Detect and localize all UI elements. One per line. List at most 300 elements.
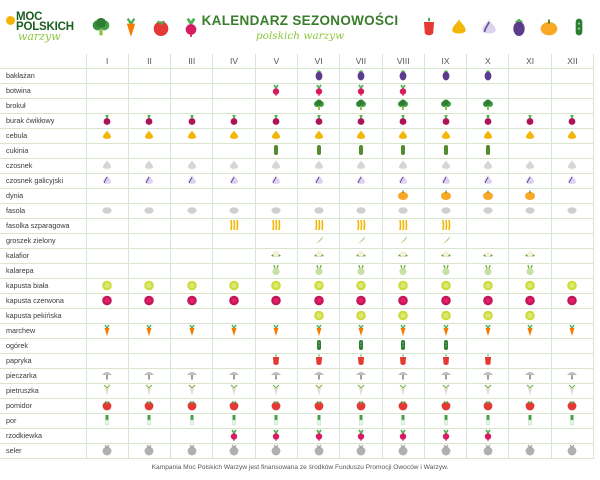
table-row <box>0 278 594 293</box>
parsley-icon <box>228 384 240 396</box>
yellowbeans-icon <box>397 219 409 231</box>
cucumber-icon <box>313 339 325 351</box>
month-cell <box>340 68 382 83</box>
beet-icon <box>482 114 494 126</box>
header-icons-right <box>418 14 590 40</box>
month-cell <box>382 263 424 278</box>
footer-note: Kampania Moc Polskich Warzyw jest finansowana ze środków Funduszu Promocji Owoców i Warzyw. <box>151 464 449 471</box>
cabbage-icon <box>355 279 367 291</box>
kohlrabi-icon <box>482 264 494 276</box>
month-cell <box>424 248 466 263</box>
pumpkin-icon <box>538 16 560 38</box>
bean-icon <box>228 204 240 216</box>
month-cell <box>467 353 509 368</box>
table-row <box>0 188 594 203</box>
table-row <box>0 338 594 353</box>
leek-icon <box>524 414 536 426</box>
month-cell <box>340 443 382 458</box>
month-cell <box>86 263 128 278</box>
month-cell <box>171 188 213 203</box>
logo <box>6 12 92 48</box>
seasonality-table <box>0 54 594 459</box>
beet-icon <box>313 114 325 126</box>
month-cell <box>86 278 128 293</box>
onion-icon <box>524 129 536 141</box>
carrot-icon <box>120 16 142 38</box>
month-cell <box>255 338 297 353</box>
month-header-IV: IV <box>213 54 255 68</box>
month-cell <box>213 413 255 428</box>
month-cell <box>509 188 551 203</box>
month-cell <box>171 353 213 368</box>
vegetable-name: kapusta pekińska <box>0 308 86 323</box>
celery-icon <box>566 444 578 456</box>
month-cell <box>297 398 339 413</box>
onion-icon <box>313 129 325 141</box>
month-header-row <box>0 54 594 68</box>
month-cell <box>551 128 593 143</box>
cabbage-icon <box>397 279 409 291</box>
cabbage-icon <box>440 279 452 291</box>
month-cell <box>340 323 382 338</box>
vegetable-name: dynia <box>0 188 86 203</box>
month-cell <box>128 308 170 323</box>
carrot-icon <box>524 324 536 336</box>
header-icons-left <box>90 14 202 40</box>
month-cell <box>86 338 128 353</box>
month-cell <box>467 278 509 293</box>
logo-line3: warzyw <box>18 30 61 43</box>
yellowbeans-icon <box>270 219 282 231</box>
month-cell <box>467 308 509 323</box>
vegetable-name: rzodkiewka <box>0 428 86 443</box>
onion-icon <box>397 129 409 141</box>
month-cell <box>340 113 382 128</box>
month-cell <box>382 383 424 398</box>
table-row <box>0 263 594 278</box>
yellowbeans-icon <box>440 219 452 231</box>
vegetable-name: pieczarka <box>0 368 86 383</box>
month-cell <box>424 128 466 143</box>
celery-icon <box>186 444 198 456</box>
purplegarlic-icon <box>313 174 325 186</box>
table-row <box>0 443 594 458</box>
month-cell <box>467 248 509 263</box>
month-cell <box>424 203 466 218</box>
beet-icon <box>355 114 367 126</box>
cucumber-icon <box>397 339 409 351</box>
bean-icon <box>482 204 494 216</box>
cauliflower-icon <box>397 249 409 261</box>
tomato-icon <box>524 399 536 411</box>
eggplant-icon <box>508 16 530 38</box>
month-cell <box>509 353 551 368</box>
celery-icon <box>440 444 452 456</box>
leek-icon <box>143 414 155 426</box>
carrot-icon <box>270 324 282 336</box>
month-cell <box>340 128 382 143</box>
month-cell <box>467 368 509 383</box>
month-cell <box>171 248 213 263</box>
month-cell <box>424 323 466 338</box>
month-cell <box>86 443 128 458</box>
month-cell <box>382 158 424 173</box>
month-cell <box>86 308 128 323</box>
month-cell <box>509 83 551 98</box>
tomato-icon <box>566 399 578 411</box>
month-cell <box>551 353 593 368</box>
month-cell <box>297 188 339 203</box>
cabbage-icon <box>101 279 113 291</box>
pumpkin-icon <box>397 189 409 201</box>
table-row <box>0 98 594 113</box>
bean-icon <box>355 204 367 216</box>
bean-icon <box>143 204 155 216</box>
month-cell <box>128 143 170 158</box>
month-cell <box>424 353 466 368</box>
vegetable-name: papryka <box>0 353 86 368</box>
carrot-icon <box>313 324 325 336</box>
leek-icon <box>313 414 325 426</box>
carrot-icon <box>101 324 113 336</box>
month-cell <box>509 248 551 263</box>
pepper-icon <box>397 354 409 366</box>
vegetable-name: kalarepa <box>0 263 86 278</box>
garlic-icon <box>566 159 578 171</box>
month-cell <box>382 308 424 323</box>
month-cell <box>255 413 297 428</box>
month-cell <box>509 398 551 413</box>
month-cell <box>255 143 297 158</box>
month-cell <box>509 323 551 338</box>
month-header-V: V <box>255 54 297 68</box>
month-cell <box>340 293 382 308</box>
month-cell <box>171 98 213 113</box>
zucchini-icon <box>355 144 367 156</box>
month-cell <box>255 308 297 323</box>
vegetable-name: groszek zielony <box>0 233 86 248</box>
radish-icon <box>355 429 367 441</box>
month-cell <box>467 398 509 413</box>
parsley-icon <box>270 384 282 396</box>
purplegarlic-icon <box>440 174 452 186</box>
cauliflower-icon <box>482 249 494 261</box>
month-cell <box>340 248 382 263</box>
garlic-icon <box>478 16 500 38</box>
month-cell <box>382 143 424 158</box>
month-cell <box>424 233 466 248</box>
purplegarlic-icon <box>101 174 113 186</box>
kohlrabi-icon <box>440 264 452 276</box>
month-cell <box>213 263 255 278</box>
celery-icon <box>482 444 494 456</box>
month-cell <box>467 218 509 233</box>
leek-icon <box>270 414 282 426</box>
month-cell <box>551 83 593 98</box>
carrot-icon <box>566 324 578 336</box>
month-cell <box>382 113 424 128</box>
month-cell <box>467 203 509 218</box>
month-cell <box>255 173 297 188</box>
month-cell <box>551 293 593 308</box>
table-row <box>0 428 594 443</box>
month-cell <box>213 368 255 383</box>
carrot-icon <box>440 324 452 336</box>
month-cell <box>551 428 593 443</box>
redcabbage-icon <box>397 294 409 306</box>
celery-icon <box>270 444 282 456</box>
garlic-icon <box>313 159 325 171</box>
month-cell <box>171 338 213 353</box>
month-cell <box>424 263 466 278</box>
mushroom-icon <box>313 369 325 381</box>
vegetable-name: kapusta czerwona <box>0 293 86 308</box>
purplegarlic-icon <box>228 174 240 186</box>
month-cell <box>255 368 297 383</box>
month-cell <box>297 83 339 98</box>
beet-icon <box>566 114 578 126</box>
eggplant-icon <box>440 69 452 81</box>
leek-icon <box>355 414 367 426</box>
month-cell <box>128 368 170 383</box>
month-cell <box>128 248 170 263</box>
month-cell <box>255 428 297 443</box>
month-cell <box>86 248 128 263</box>
month-cell <box>340 143 382 158</box>
month-header-VI: VI <box>297 54 339 68</box>
table-row <box>0 248 594 263</box>
month-cell <box>171 383 213 398</box>
month-cell <box>297 158 339 173</box>
garlic-icon <box>440 159 452 171</box>
garlic-icon <box>228 159 240 171</box>
radish-icon <box>355 84 367 96</box>
month-cell <box>424 308 466 323</box>
month-cell <box>128 263 170 278</box>
month-cell <box>551 323 593 338</box>
month-cell <box>467 188 509 203</box>
carrot-icon <box>482 324 494 336</box>
month-cell <box>340 398 382 413</box>
vegetable-name: fasola <box>0 203 86 218</box>
cabbage-icon <box>313 309 325 321</box>
month-cell <box>382 173 424 188</box>
month-cell <box>551 68 593 83</box>
garlic-icon <box>143 159 155 171</box>
pumpkin-icon <box>482 189 494 201</box>
month-cell <box>86 383 128 398</box>
month-cell <box>297 293 339 308</box>
month-cell <box>213 113 255 128</box>
broccoli-icon <box>397 99 409 111</box>
month-cell <box>86 143 128 158</box>
month-cell <box>297 248 339 263</box>
cauliflower-icon <box>440 249 452 261</box>
month-cell <box>171 128 213 143</box>
month-cell <box>128 323 170 338</box>
month-cell <box>340 308 382 323</box>
carrot-icon <box>228 324 240 336</box>
month-cell <box>255 263 297 278</box>
garlic-icon <box>524 159 536 171</box>
month-cell <box>509 263 551 278</box>
vegetable-name: bakłażan <box>0 68 86 83</box>
tomato-icon <box>270 399 282 411</box>
cauliflower-icon <box>270 249 282 261</box>
month-cell <box>171 173 213 188</box>
month-cell <box>86 368 128 383</box>
month-cell <box>213 308 255 323</box>
broccoli-icon <box>313 99 325 111</box>
sun-icon <box>6 16 15 25</box>
month-cell <box>171 278 213 293</box>
pumpkin-icon <box>524 189 536 201</box>
month-cell <box>382 368 424 383</box>
bean-icon <box>270 204 282 216</box>
month-cell <box>424 428 466 443</box>
beet-icon <box>143 114 155 126</box>
vegetable-name: botwina <box>0 83 86 98</box>
leek-icon <box>186 414 198 426</box>
tomato-icon <box>143 399 155 411</box>
month-cell <box>382 203 424 218</box>
month-cell <box>171 428 213 443</box>
radish-icon <box>440 429 452 441</box>
month-header-III: III <box>171 54 213 68</box>
leek-icon <box>440 414 452 426</box>
eggplant-icon <box>355 69 367 81</box>
month-cell <box>297 428 339 443</box>
month-cell <box>509 203 551 218</box>
month-cell <box>297 218 339 233</box>
month-cell <box>551 443 593 458</box>
month-cell <box>382 83 424 98</box>
vegetable-name: cukinia <box>0 143 86 158</box>
month-cell <box>551 188 593 203</box>
month-cell <box>551 398 593 413</box>
month-cell <box>340 158 382 173</box>
month-cell <box>255 128 297 143</box>
month-cell <box>551 98 593 113</box>
month-cell <box>171 158 213 173</box>
month-cell <box>551 248 593 263</box>
month-cell <box>340 98 382 113</box>
cauliflower-icon <box>355 249 367 261</box>
redcabbage-icon <box>566 294 578 306</box>
month-cell <box>255 353 297 368</box>
eggplant-icon <box>313 69 325 81</box>
month-cell <box>467 443 509 458</box>
month-cell <box>382 248 424 263</box>
mushroom-icon <box>482 369 494 381</box>
redcabbage-icon <box>482 294 494 306</box>
month-cell <box>171 83 213 98</box>
month-cell <box>128 428 170 443</box>
month-cell <box>255 203 297 218</box>
garlic-icon <box>186 159 198 171</box>
month-cell <box>255 293 297 308</box>
month-cell <box>86 128 128 143</box>
month-cell <box>509 308 551 323</box>
month-cell <box>128 293 170 308</box>
radish-icon <box>482 429 494 441</box>
tomato-icon <box>440 399 452 411</box>
month-cell <box>86 293 128 308</box>
cabbage-icon <box>482 309 494 321</box>
month-cell <box>424 398 466 413</box>
month-cell <box>297 203 339 218</box>
month-cell <box>86 203 128 218</box>
redcabbage-icon <box>313 294 325 306</box>
table-row <box>0 383 594 398</box>
month-cell <box>297 323 339 338</box>
month-cell <box>509 173 551 188</box>
month-cell <box>128 338 170 353</box>
month-header-XII: XII <box>551 54 593 68</box>
month-cell <box>213 353 255 368</box>
month-cell <box>255 443 297 458</box>
redcabbage-icon <box>270 294 282 306</box>
celery-icon <box>524 444 536 456</box>
bean-icon <box>440 204 452 216</box>
month-cell <box>467 383 509 398</box>
beet-icon <box>101 114 113 126</box>
month-cell <box>171 233 213 248</box>
cauliflower-icon <box>524 249 536 261</box>
purplegarlic-icon <box>566 174 578 186</box>
month-cell <box>128 218 170 233</box>
yellowbeans-icon <box>228 219 240 231</box>
month-cell <box>86 68 128 83</box>
month-cell <box>128 398 170 413</box>
peapod-icon <box>313 234 325 246</box>
month-cell <box>171 308 213 323</box>
beet-icon <box>524 114 536 126</box>
month-cell <box>255 383 297 398</box>
tomato-icon <box>186 399 198 411</box>
logo-line1: MOC <box>16 11 43 23</box>
redcabbage-icon <box>186 294 198 306</box>
month-cell <box>509 218 551 233</box>
parsley-icon <box>482 384 494 396</box>
month-cell <box>424 443 466 458</box>
month-cell <box>213 338 255 353</box>
purplegarlic-icon <box>270 174 282 186</box>
month-cell <box>340 278 382 293</box>
table-row <box>0 158 594 173</box>
month-cell <box>340 368 382 383</box>
bean-icon <box>313 204 325 216</box>
zucchini-icon <box>313 144 325 156</box>
month-cell <box>551 143 593 158</box>
month-cell <box>128 233 170 248</box>
vegetable-name: marchew <box>0 323 86 338</box>
month-cell <box>171 263 213 278</box>
month-cell <box>213 398 255 413</box>
month-header-X: X <box>467 54 509 68</box>
table-row <box>0 143 594 158</box>
zucchini-icon <box>482 144 494 156</box>
table-row <box>0 233 594 248</box>
cabbage-icon <box>270 279 282 291</box>
table-row <box>0 398 594 413</box>
month-header-VIII: VIII <box>382 54 424 68</box>
month-cell <box>297 128 339 143</box>
pepper-icon <box>482 354 494 366</box>
month-cell <box>424 368 466 383</box>
month-cell <box>86 98 128 113</box>
vegetable-name: kalafior <box>0 248 86 263</box>
